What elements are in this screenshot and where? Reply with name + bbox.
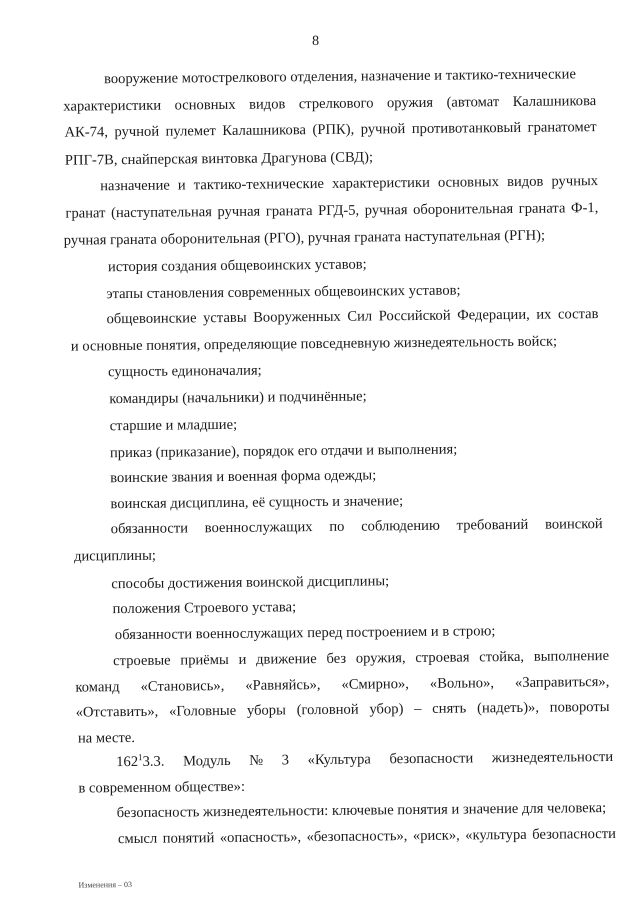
text-line (76, 698, 610, 722)
word: «опасность», (219, 829, 302, 847)
word: назначение (100, 177, 170, 195)
text-line: дисциплины; (73, 547, 157, 565)
word: «Равняйсь», (245, 677, 321, 694)
word: жизнедеятельности (491, 748, 614, 767)
text-line: история создания общевоинских уставов; (107, 256, 367, 276)
word: безопасности (532, 825, 617, 843)
word: уборы (246, 702, 286, 719)
section-heading (116, 748, 613, 771)
word: состав (557, 306, 599, 323)
word: стойка, (479, 648, 525, 666)
word: 3 (281, 752, 290, 769)
word: «культура (465, 826, 527, 844)
word: «Становись», (140, 678, 225, 695)
text-line: в современном обществе»: (78, 778, 246, 797)
text-line: сущность единоначалия; (108, 362, 262, 381)
word: стрелкового (298, 95, 374, 113)
text-line: вооружение мотострелкового отделения, назначение и тактико-технические (103, 66, 576, 88)
word: (надеть)», (476, 699, 540, 717)
word: их (536, 306, 552, 323)
word: АК-74, (64, 124, 109, 141)
word: гранатомет (527, 119, 597, 136)
word: и (238, 651, 247, 668)
text-line (100, 172, 598, 195)
word: команд (75, 679, 120, 696)
word: видов (248, 96, 286, 113)
word: уставы (203, 309, 247, 327)
text-line: РПГ-7В, снайперская винтовка Драгунова (СВД); (64, 149, 374, 169)
text-line: ручная граната оборонительная (РГО), ручная граната наступательная (РГН); (63, 227, 546, 249)
word: «Головные (168, 702, 237, 720)
word: смысл (117, 830, 158, 848)
word: ручная (364, 202, 408, 219)
text-line: и основные понятия, определяющие повседневную жизнедеятельность войск; (70, 333, 558, 355)
word: видов (506, 173, 544, 191)
word: оружия (386, 94, 434, 112)
word: (головной (296, 701, 359, 719)
text-line: на месте. (77, 729, 136, 747)
word: «Смирно», (341, 676, 409, 693)
word: обязанности (110, 520, 189, 538)
word: гранат (65, 205, 106, 222)
word: убор) (369, 701, 404, 718)
word: Федерации, (457, 306, 530, 324)
word: РГД-5, (318, 202, 360, 220)
word: ручной (360, 121, 406, 138)
word: снять (432, 700, 467, 717)
word: по (329, 518, 345, 535)
text-line (113, 647, 609, 670)
section-number: $162^13.3$. (116, 752, 165, 771)
word: противотанковый (411, 119, 522, 138)
text-line: командиры (начальники) и подчинённые; (109, 388, 367, 408)
word: движение (256, 651, 317, 668)
word: воинской (544, 516, 603, 533)
text-line (118, 825, 616, 848)
text-line: этапы становления современных общевоинских уставов; (106, 282, 461, 303)
word: понятий (162, 830, 215, 847)
word: безопасности (389, 750, 474, 768)
word: Ф-1, (570, 200, 599, 217)
page-number: 8 (312, 33, 320, 50)
word: «Культура (307, 751, 371, 769)
text-line (106, 305, 598, 328)
footer-revision: Изменения – 03 (78, 879, 133, 890)
word: характеристики (331, 174, 430, 192)
word: и (177, 177, 186, 194)
word: строевые (113, 652, 171, 670)
word: без (326, 650, 347, 667)
word: оборонительная (413, 200, 514, 219)
text-line (75, 673, 609, 697)
word: (автомат (446, 94, 500, 111)
word: «Вольно», (429, 675, 495, 692)
text-line: обязанности военнослужащих перед построением и в строю; (114, 623, 496, 644)
word: Вооруженных (253, 308, 341, 326)
word: характеристики (63, 97, 162, 115)
word: строевая (415, 649, 470, 667)
word: ручных (551, 173, 599, 190)
text-line (63, 92, 596, 116)
text-line (111, 515, 603, 538)
word: основных (174, 96, 236, 114)
word: оружия, (355, 650, 406, 667)
word: № (249, 752, 264, 769)
text-line: старшие и младшие; (109, 416, 238, 435)
word: ручная (217, 203, 261, 221)
text-line: приказ (приказание), порядок его отдачи и выполнения; (109, 441, 458, 462)
word: военнослужащих (204, 519, 313, 537)
text-line: воинская дисциплина, её сущность и значение; (110, 493, 404, 513)
text-line (64, 118, 596, 142)
word: Сил (347, 308, 373, 325)
word: ручной (114, 123, 160, 141)
text-line: безопасность жизнедеятельности: ключевые понятия и значение для человека; (116, 800, 607, 822)
text-line: положения Строевого устава; (112, 599, 297, 618)
word: соблюдению (361, 517, 440, 535)
text-line: способы достижения воинской дисциплины; (111, 573, 390, 593)
word: тактико-технические (193, 175, 325, 194)
text-line: воинские звания и военная форма одежды; (110, 467, 377, 487)
word: «Заправиться», (514, 673, 610, 691)
word: повороты (549, 698, 610, 716)
word: пулемет (165, 123, 216, 140)
word: граната (265, 203, 313, 220)
word: «Отставить», (75, 703, 159, 721)
word: Российской (378, 307, 451, 325)
word: основных (437, 174, 500, 191)
word: Калашникова (512, 93, 597, 110)
word: – (414, 700, 422, 718)
word: приёмы (180, 651, 229, 669)
word: общевоинские (106, 310, 197, 328)
word: «безопасность», (306, 828, 408, 846)
word: граната (518, 200, 566, 217)
word: (наступательная (111, 204, 212, 222)
word: требований (456, 516, 529, 534)
text-line (65, 199, 598, 223)
word: (РПК), (312, 121, 355, 139)
word: Калашникова (222, 122, 307, 140)
word: «риск», (412, 827, 460, 845)
word: выполнение (533, 647, 610, 665)
word: Модуль (182, 752, 231, 770)
